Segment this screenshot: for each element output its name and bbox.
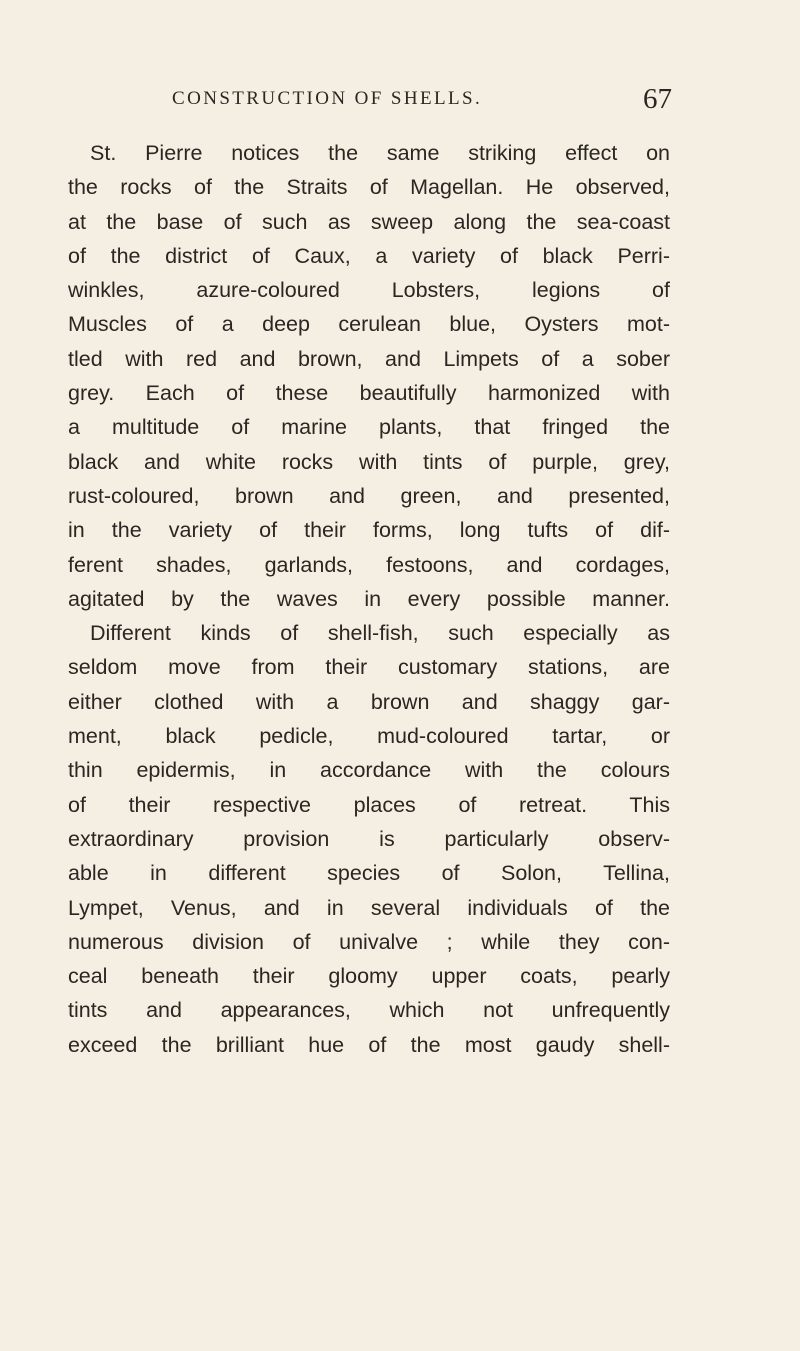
text-line: of their respective places of retreat. This [68,792,670,817]
text-line: numerous division of univalve ; while they con- [68,929,670,954]
page-number: 67 [643,83,672,115]
running-head [172,83,672,118]
running-title: CONSTRUCTION OF SHELLS. [172,88,483,109]
text-line: in the variety of their forms, long tufts of dif- [68,518,670,543]
text-line: of the district of Caux, a variety of black Perri- [68,243,670,268]
text-line: either clothed with a brown and shaggy gar- [68,689,670,714]
text-line: thin epidermis, in accordance with the colours [68,758,670,783]
text-line: the rocks of the Straits of Magellan. He observed, [68,175,670,200]
text-line: black and white rocks with tints of purple, grey, [68,449,670,474]
text-line: Lympet, Venus, and in several individuals of the [68,895,670,920]
text-line: ceal beneath their gloomy upper coats, pearly [68,964,670,989]
text-line: rust-coloured, brown and green, and presented, [68,483,670,508]
text-line: extraordinary provision is particularly observ- [68,826,670,851]
text-line: Muscles of a deep cerulean blue, Oysters mot- [68,312,670,337]
text-line: agitated by the waves in every possible manner. [68,586,670,611]
text-line: tints and appearances, which not unfrequently [68,998,670,1023]
text-line: grey. Each of these beautifully harmonized with [68,381,670,406]
text-line: Different kinds of shell-fish, such especially as [90,621,670,646]
text-line: winkles, azure-coloured Lobsters, legions of [68,278,670,303]
text-line: ment, black pedicle, mud-coloured tartar, or [68,724,670,749]
text-line: St. Pierre notices the same striking effect on [90,141,670,165]
text-line: a multitude of marine plants, that fringed the [68,415,670,440]
text-line: able in different species of Solon, Tellina, [68,861,670,886]
text-line: exceed the brilliant hue of the most gaudy shell- [68,1032,670,1057]
body-text [68,136,670,1062]
text-line: seldom move from their customary stations, are [68,655,670,680]
text-line: ferent shades, garlands, festoons, and cordages, [68,552,670,577]
text-line: tled with red and brown, and Limpets of a sober [68,346,670,371]
text-line: at the base of such as sweep along the sea-coast [68,209,670,234]
